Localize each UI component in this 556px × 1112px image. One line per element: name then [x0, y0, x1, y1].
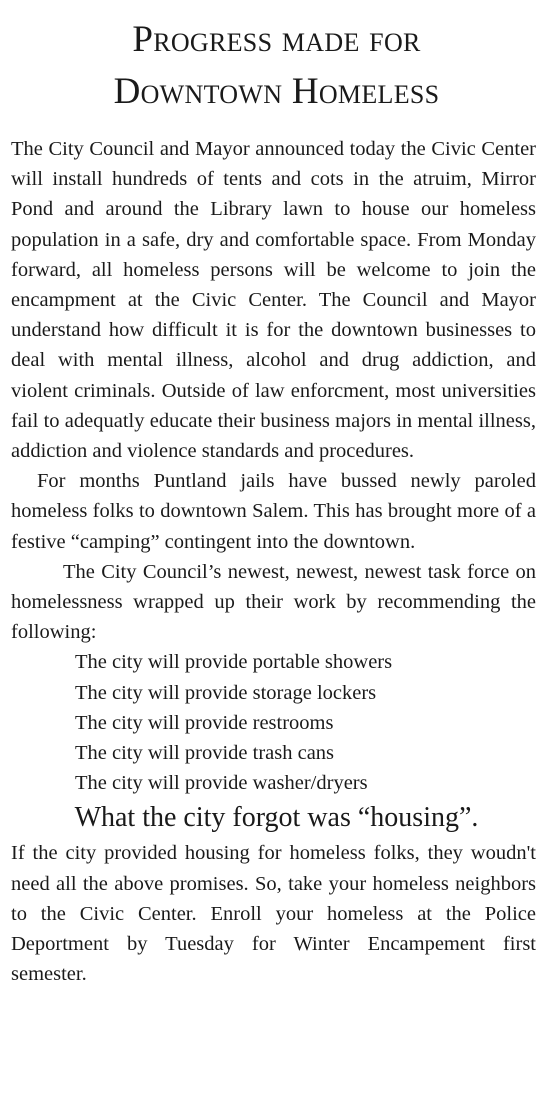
paragraph-announcement: The City Council and Mayor announced today the Civic Center will install hundreds of tents and cots in the atruim, Mirror Pond and around the Library lawn to house our homeless population in a safe, dry and comfortable space. From Monday forward, all homeless persons will be welcome to join the encampment at the Civic Center. The Council and Mayor understand how difficult it is for the downtown businesses to deal with mental illness, alcohol and drug addiction, and violent criminals. Outside of law enforcment, most universities fail to adequatly educate their business majors in mental illness, addiction and violence standards and procedures. [11, 138, 536, 463]
article-body [11, 134, 536, 989]
list-item: The city will provide restrooms [75, 711, 334, 734]
list-item: The city will provide storage lockers [75, 681, 377, 704]
paragraph-jails: For months Puntland jails have bussed newly paroled homeless folks to downtown Salem. This has brought more of a festive “camping” contingent into the downtown. [11, 470, 536, 553]
list-item: The city will provide portable showers [75, 651, 393, 674]
recommendation-list [11, 647, 536, 798]
paragraph-task-force: The City Council’s newest, newest, newest task force on homelessness wrapped up their work by recommending the following: [11, 560, 536, 644]
headline-line-2: Downtown Homeless [113, 71, 440, 112]
list-item: The city will provide trash cans [75, 742, 335, 765]
headline-line-1: Progress made for [132, 19, 421, 60]
paragraph-conclusion: If the city provided housing for homeless folks, they woudn't need all the above promises. So, take your homeless neighbors to the Civic Center. Enroll your homeless at the Police Deportment by Tuesday for Winter Encampement first semester. [11, 842, 536, 986]
list-item: The city will provide washer/dryers [75, 772, 368, 795]
headline [11, 14, 536, 118]
callout-housing: What the city forgot was “housing”. [74, 802, 479, 834]
